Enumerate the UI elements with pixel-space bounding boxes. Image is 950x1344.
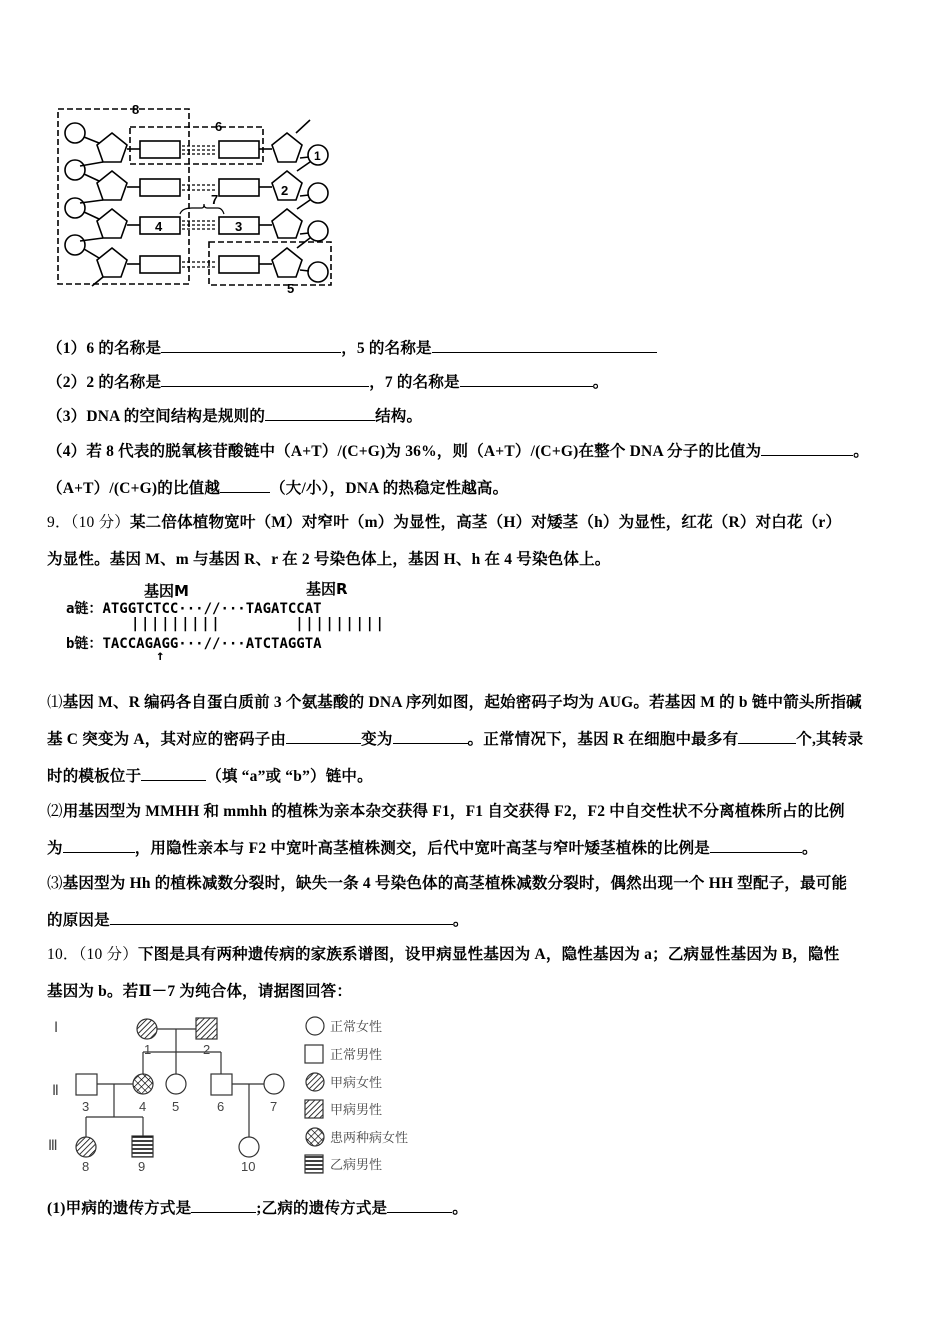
answer-blank-codon-before[interactable]: [286, 729, 361, 744]
svg-text:Ⅲ: Ⅲ: [48, 1137, 58, 1153]
svg-text:8: 8: [82, 1159, 90, 1174]
answer-blank-6-name[interactable]: [161, 338, 341, 353]
answer-blank-ratio[interactable]: [761, 441, 853, 456]
answer-blank-disease-b-mode[interactable]: [387, 1198, 452, 1213]
question-number: 10．: [47, 946, 79, 963]
q8-part1: （1）6 的名称是 ，5 的名称是: [47, 336, 657, 358]
pedigree-chart: [46, 1012, 436, 1177]
svg-text:4: 4: [139, 1099, 147, 1114]
answer-blank-codon-after[interactable]: [393, 729, 468, 744]
q8-part5: （A+T）/(C+G)的比值越 （大/小），DNA 的热稳定性越高。: [47, 480, 509, 497]
q8-part4: （4）若 8 代表的脱氧核苷酸链中（A+T）/(C+G)为 36%，则（A+T）/(C+G)在整个 DNA 分子的比值为 。: [47, 443, 869, 460]
mutation-arrow-icon: ↑: [156, 648, 165, 664]
q9-stem-line2: 为显性。基因 M、m 与基因 R、r 在 2 号染色体上，基因 H、h 在 4 号染色体上。: [47, 551, 611, 568]
answer-blank-disease-a-mode[interactable]: [191, 1198, 256, 1213]
q10-sub1: (1)甲病的遗传方式是 ;乙病的遗传方式是 。: [47, 1200, 468, 1217]
svg-text:甲病男性: 甲病男性: [330, 1102, 383, 1117]
answer-blank-5-name[interactable]: [432, 338, 657, 353]
svg-text:4: 4: [155, 219, 163, 234]
base-pair-bonds: ||||||||| |||||||||: [131, 616, 386, 632]
answer-blank-size[interactable]: [220, 478, 270, 493]
question-score: （10 分）: [70, 514, 130, 531]
b-chain: b链：TACCAGAGG···//···ATCTAGGTA: [66, 636, 322, 652]
gene-sequence-figure: [66, 578, 406, 670]
svg-text:6: 6: [217, 1099, 225, 1114]
svg-text:正常女性: 正常女性: [330, 1019, 383, 1034]
svg-text:6: 6: [215, 119, 223, 134]
svg-text:9: 9: [138, 1159, 146, 1174]
svg-text:5: 5: [287, 281, 295, 296]
q9-sub3-line1: ⑶基因型为 Hh 的植株减数分裂时，缺失一条 4 号染色体的高茎植株减数分裂时，偶然出现一个 HH 型配子，最可能: [47, 875, 848, 892]
q9-sub2-line2: 为 ，用隐性亲本与 F2 中宽叶高茎植株测交，后代中宽叶高茎与窄叶矮茎植株的比例是 。: [47, 840, 818, 857]
svg-text:5: 5: [172, 1099, 180, 1114]
answer-blank-7-name[interactable]: [460, 372, 593, 387]
answer-blank-structure[interactable]: [265, 406, 375, 421]
answer-blank-gene-count[interactable]: [738, 729, 796, 744]
svg-text:甲病女性: 甲病女性: [330, 1075, 383, 1090]
svg-text:患两种病女性: 患两种病女性: [330, 1130, 409, 1145]
svg-text:Ⅱ: Ⅱ: [52, 1082, 59, 1098]
q10-stem-line1: 10．（10 分）下图是具有两种遗传病的家族系谱图，设甲病显性基因为 A，隐性基因为 a；乙病显性基因为 B，隐性: [47, 946, 840, 963]
question-number: 9．: [47, 514, 71, 531]
svg-text:2: 2: [203, 1042, 211, 1057]
q10-stem-line2: 基因为 b。若Ⅱ－7 为纯合体，请据图回答：: [47, 983, 353, 1000]
answer-blank-template-chain[interactable]: [141, 766, 206, 781]
q8-part2: （2）2 的名称是 ，7 的名称是 。: [47, 374, 609, 391]
q9-sub1-line1: ⑴基因 M、R 编码各自蛋白质前 3 个氨基酸的 DNA 序列如图，起始密码子均为 AUG。若基因 M 的 b 链中箭头所指碱: [47, 694, 862, 711]
svg-text:正常男性: 正常男性: [330, 1047, 383, 1062]
svg-text:乙病男性: 乙病男性: [330, 1157, 383, 1172]
q8-part3: （3）DNA 的空间结构是规则的 结构。: [47, 408, 423, 425]
svg-text:3: 3: [235, 219, 243, 234]
answer-blank-reason[interactable]: [110, 910, 453, 925]
svg-text:8: 8: [132, 102, 140, 117]
q9-sub1-line3: 时的模板位于 （填 “a”或 “b”）链中。: [47, 768, 373, 785]
svg-text:2: 2: [281, 183, 289, 198]
svg-text:7: 7: [270, 1099, 278, 1114]
svg-text:10: 10: [241, 1159, 256, 1174]
dna-structure-figure: [52, 100, 352, 300]
q9-sub2-line1: ⑵用基因型为 MMHH 和 mmhh 的植株为亲本杂交获得 F1，F1 自交获得 F2，F2 中自交性状不分离植株所占的比例: [47, 803, 845, 820]
q9-sub3-line2: 的原因是 。: [47, 912, 469, 929]
q9-sub1-line2: 基 C 突变为 A，其对应的密码子由 变为 。正常情况下，基因 R 在细胞中最多有 个,其转录: [47, 731, 864, 748]
answer-blank-proportion[interactable]: [63, 838, 135, 853]
svg-text:1: 1: [314, 149, 321, 163]
answer-blank-2-name[interactable]: [161, 372, 369, 387]
svg-text:1: 1: [144, 1042, 152, 1057]
a-chain: a链：ATGGTCTCC···//···TAGATCCAT: [66, 601, 322, 617]
question-score: （10 分）: [78, 946, 138, 963]
svg-text:7: 7: [211, 192, 219, 207]
q9-stem-line1: 9．（10 分）某二倍体植物宽叶（M）对窄叶（m）为显性，高茎（H）对矮茎（h）为显性，红花（R）对白花（r）: [47, 514, 842, 531]
answer-blank-testcross-ratio[interactable]: [710, 838, 802, 853]
gene-m-label: 基因M: [144, 582, 189, 600]
svg-text:3: 3: [82, 1099, 90, 1114]
svg-text:Ⅰ: Ⅰ: [54, 1019, 59, 1035]
gene-r-label: 基因R: [306, 580, 348, 598]
